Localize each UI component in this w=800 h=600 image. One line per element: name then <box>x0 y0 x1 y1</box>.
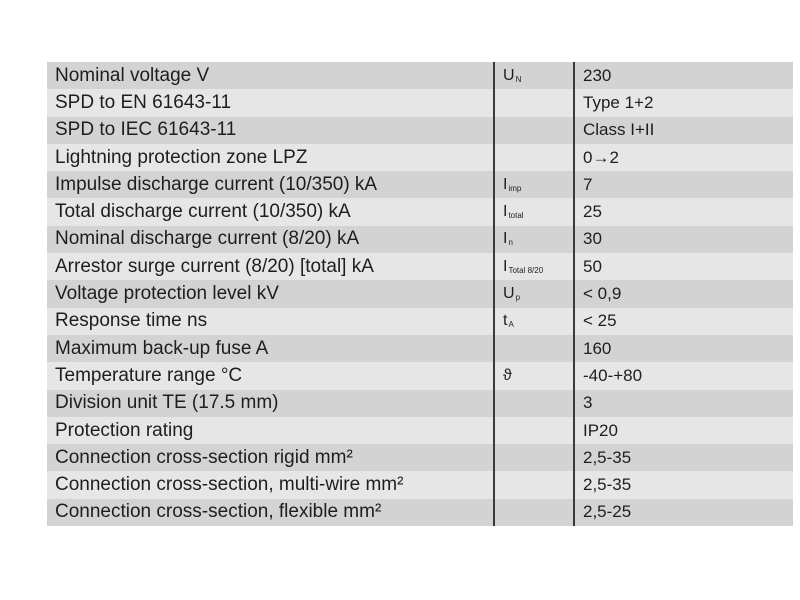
value-cell: 160 <box>574 335 793 362</box>
table-row <box>47 308 793 335</box>
value-cell: 30 <box>574 226 793 253</box>
symbol-main: I <box>503 230 508 248</box>
parameter-cell: Connection cross-section, multi-wire mm² <box>47 471 494 498</box>
value-cell: < 0,9 <box>574 280 793 307</box>
value-cell: 0→2 <box>574 144 793 171</box>
symbol-cell <box>494 89 574 116</box>
symbol-cell <box>494 144 574 171</box>
symbol-cell <box>494 362 574 389</box>
symbol-cell <box>494 308 574 335</box>
symbol-subscript: Total 8/20 <box>508 265 544 275</box>
value-cell: 2,5-35 <box>574 471 793 498</box>
parameter-cell: Division unit TE (17.5 mm) <box>47 390 494 417</box>
table-row <box>47 171 793 198</box>
value-cell: 50 <box>574 253 793 280</box>
symbol-cell <box>494 471 574 498</box>
table-row <box>47 390 793 417</box>
spec-table-body <box>47 62 793 526</box>
symbol-main: U <box>503 66 515 84</box>
parameter-cell: Arrestor surge current (8/20) [total] kA <box>47 253 494 280</box>
parameter-cell: Impulse discharge current (10/350) kA <box>47 171 494 198</box>
parameter-cell: Maximum back-up fuse A <box>47 335 494 362</box>
parameter-cell: Voltage protection level kV <box>47 280 494 307</box>
symbol-cell <box>494 62 574 89</box>
symbol-cell <box>494 444 574 471</box>
table-row <box>47 362 793 389</box>
symbol-cell <box>494 417 574 444</box>
table-row <box>47 253 793 280</box>
value-cell: Class I+II <box>574 117 793 144</box>
table-row <box>47 280 793 307</box>
symbol-main: I <box>503 175 508 193</box>
parameter-cell: Nominal voltage V <box>47 62 494 89</box>
value-cell: 25 <box>574 198 793 225</box>
symbol-cell <box>494 390 574 417</box>
parameter-cell: Nominal discharge current (8/20) kA <box>47 226 494 253</box>
table-row <box>47 335 793 362</box>
symbol-subscript: imp <box>508 183 522 193</box>
value-cell: Type 1+2 <box>574 89 793 116</box>
symbol-cell <box>494 171 574 198</box>
symbol-cell <box>494 117 574 144</box>
value-cell: 2,5-25 <box>574 499 793 526</box>
symbol-cell <box>494 335 574 362</box>
symbol-main: I <box>503 257 508 275</box>
parameter-cell: Temperature range °C <box>47 362 494 389</box>
symbol-subscript: p <box>515 293 521 303</box>
symbol-main: U <box>503 285 515 303</box>
symbol-cell <box>494 226 574 253</box>
table-row <box>47 198 793 225</box>
value-cell: < 25 <box>574 308 793 335</box>
symbol-cell <box>494 280 574 307</box>
value-cell: -40-+80 <box>574 362 793 389</box>
symbol-main: I <box>503 203 508 221</box>
value-cell: 230 <box>574 62 793 89</box>
parameter-cell: Response time ns <box>47 308 494 335</box>
symbol-subscript: total <box>508 211 524 221</box>
parameter-cell: Connection cross-section, flexible mm² <box>47 499 494 526</box>
symbol-cell <box>494 499 574 526</box>
value-cell: 2,5-35 <box>574 444 793 471</box>
symbol-main: t <box>503 312 508 330</box>
value-cell: IP20 <box>574 417 793 444</box>
value-cell: 3 <box>574 390 793 417</box>
parameter-cell: SPD to EN 61643-11 <box>47 89 494 116</box>
table-row <box>47 144 793 171</box>
symbol-cell <box>494 198 574 225</box>
table-row <box>47 62 793 89</box>
table-row <box>47 226 793 253</box>
value-cell: 7 <box>574 171 793 198</box>
symbol-subscript: n <box>508 238 513 248</box>
table-row <box>47 499 793 526</box>
parameter-cell: Connection cross-section rigid mm² <box>47 444 494 471</box>
parameter-cell: Total discharge current (10/350) kA <box>47 198 494 225</box>
symbol-subscript: A <box>508 320 514 330</box>
parameter-cell: Lightning protection zone LPZ <box>47 144 494 171</box>
parameter-cell: SPD to IEC 61643-11 <box>47 117 494 144</box>
table-row <box>47 417 793 444</box>
symbol-subscript: N <box>515 74 522 84</box>
spec-table <box>47 62 793 526</box>
symbol-main: ϑ <box>503 366 512 384</box>
parameter-cell: Protection rating <box>47 417 494 444</box>
table-row <box>47 89 793 116</box>
table-row <box>47 117 793 144</box>
table-row <box>47 444 793 471</box>
table-row <box>47 471 793 498</box>
symbol-cell <box>494 253 574 280</box>
